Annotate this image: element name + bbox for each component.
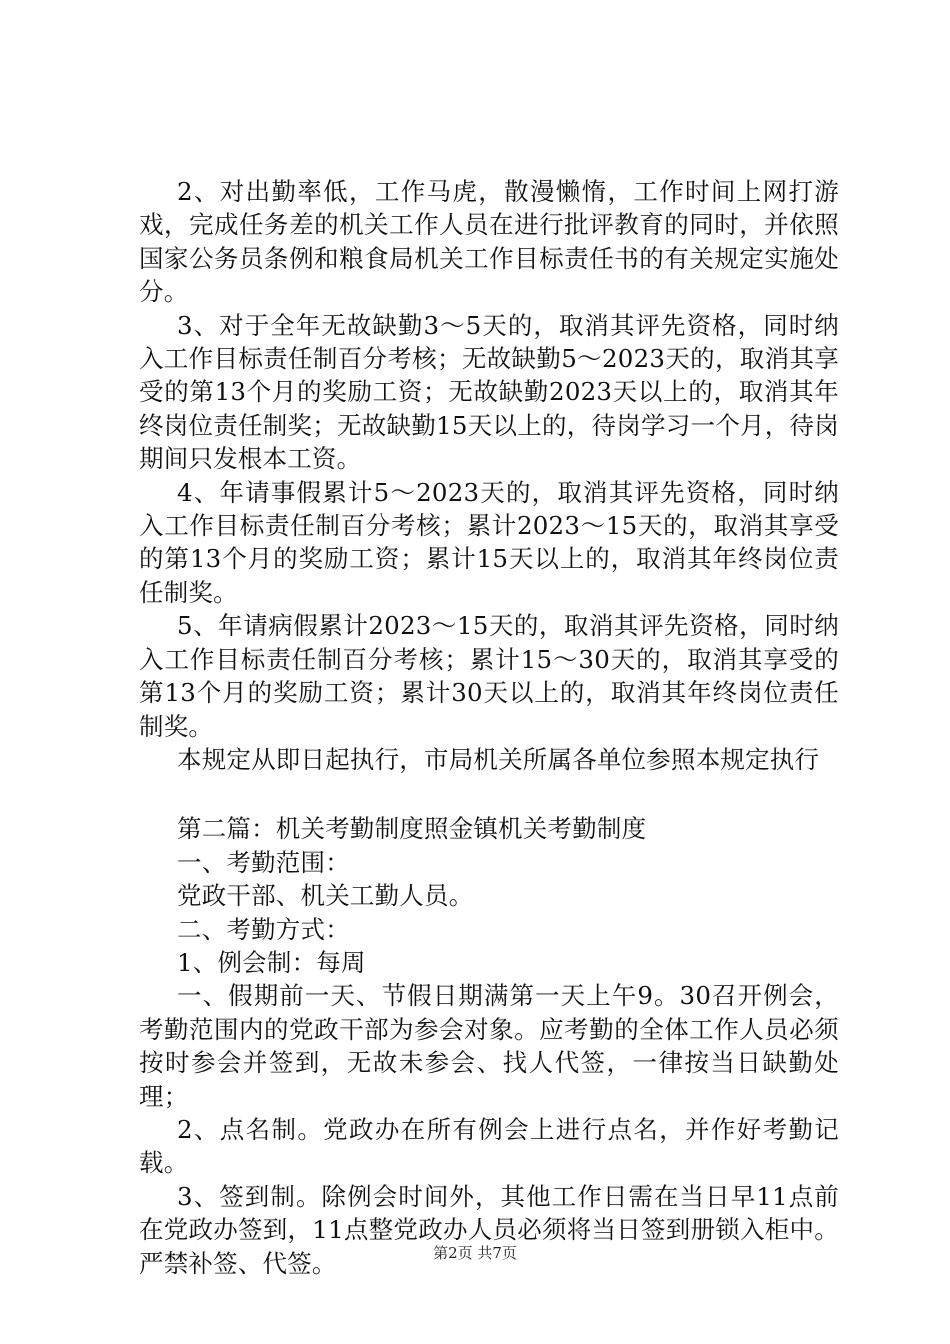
paragraph-scope: 党政干部、机关工勤人员。 [177,881,474,911]
section-gap [139,776,839,812]
page-number-footer: 第2页 共7页 [433,1244,517,1262]
paragraph-item-2: 2、对出勤率低，工作马虎，散漫懒惰，工作时间上网打游戏，完成任务差的机关工作人员在进行批评教育的同时，并依照国家公务员条例和粮食局机关工作目标责任书的有关规定实施处分。 [139,177,839,307]
section-title: 第二篇：机关考勤制度照金镇机关考勤制度 [177,814,647,844]
heading-scope: 一、考勤范围： [177,847,350,877]
paragraph-meeting-detail: 一、假期前一天、节假日期满第一天上午9。30召开例会，考勤范围内的党政干部为参会对象。应考勤的全体工作人员必须按时参会并签到，无故未参会、找人代签，一律按当日缺勤处理； [139,981,839,1111]
paragraph-rollcall: 2、点名制。党政办在所有例会上进行点名，并作好考勤记载。 [139,1114,839,1178]
paragraph-signin: 3、签到制。除例会时间外，其他工作日需在当日早11点前在党政办签到，11点整党政办人员必须将当日签到册锁入柜中。严禁补签、代签。 [139,1181,839,1278]
paragraph-item-5: 5、年请病假累计2023～15天的，取消其评先资格，同时纳入工作目标责任制百分考核；累计15～30天的，取消其享受的第13个月的奖励工资；累计30天以上的，取消其年终岗位责任制奖。 [139,611,839,741]
paragraph-meeting-rule: 1、例会制：每周 [177,947,366,977]
document-body [139,175,839,1280]
paragraph-effective-note: 本规定从即日起执行，市局机关所属各单位参照本规定执行 [177,744,820,774]
heading-method: 二、考勤方式： [177,914,350,944]
paragraph-item-4: 4、年请事假累计5～2023天的，取消其评先资格，同时纳入工作目标责任制百分考核；累计2023～15天的，取消其享受的第13个月的奖励工资；累计15天以上的，取消其年终岗位责任制奖。 [139,477,839,607]
paragraph-item-3: 3、对于全年无故缺勤3～5天的，取消其评先资格，同时纳入工作目标责任制百分考核；无故缺勤5～2023天的，取消其享受的第13个月的奖励工资；无故缺勤2023天以上的，取消其年终岗位责任制奖；无故缺勤15天以上的，待岗学习一个月，待岗期间只发根本工资。 [139,310,839,474]
